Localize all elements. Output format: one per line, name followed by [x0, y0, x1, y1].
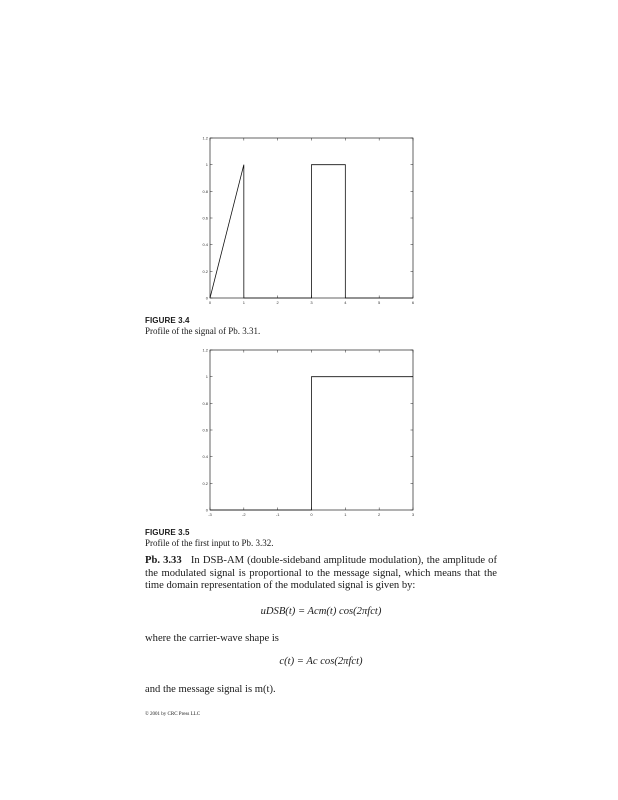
y-tick-label: 1 — [205, 162, 208, 168]
problem-label: Pb. 3.33 — [145, 555, 182, 566]
footer-copyright: © 2001 by CRC Press LLC — [145, 712, 201, 717]
x-tick-label: 3 — [310, 300, 313, 305]
y-tick-label: 0.4 — [202, 242, 208, 248]
x-tick-label: 5 — [378, 300, 381, 305]
figure-3-4-caption-title: FIGURE 3.4 — [145, 316, 190, 325]
x-tick-label: 0 — [208, 300, 212, 305]
y-tick-label: 1.2 — [202, 347, 208, 353]
y-tick-label: 0.8 — [202, 400, 208, 406]
signal-line — [210, 165, 413, 298]
x-tick-label: -1 — [275, 512, 280, 517]
equation-carrier: c(t) = Ac cos(2πfct) — [279, 656, 363, 667]
figure-3-5-caption-text: Profile of the first input to Pb. 3.32. — [145, 538, 274, 548]
figure-3-4-plot — [202, 136, 414, 306]
x-tick-label: 3 — [411, 512, 415, 517]
carrier-intro-text: where the carrier-wave shape is — [145, 633, 279, 644]
x-tick-label: 6 — [411, 300, 415, 305]
message-text: and the message signal is m(t). — [145, 684, 276, 695]
x-tick-label: 1 — [344, 512, 347, 517]
figure-3-5-plot — [202, 348, 414, 518]
x-tick-label: 0 — [310, 512, 313, 517]
problem-paragraph — [145, 555, 497, 593]
x-tick-label: 4 — [344, 300, 347, 305]
x-tick-label: 2 — [378, 512, 381, 517]
y-tick-label: 0.8 — [202, 188, 208, 194]
y-tick-label: 0.2 — [202, 480, 208, 486]
problem-text: In DSB-AM (double-sideband amplitude modulation), the amplitude of the modulated signal is proportional to the message signal, which means that the time domain representation of the modulated signal is given by: — [145, 555, 498, 591]
y-tick-label: 1.2 — [202, 135, 208, 141]
equation-udsb: uDSB(t) = Acm(t) cos(2πfct) — [260, 606, 382, 617]
y-tick-label: 0.4 — [202, 454, 208, 460]
signal-line — [210, 377, 413, 510]
x-tick-label: 2 — [276, 300, 279, 305]
x-tick-label: -2 — [242, 512, 246, 517]
y-tick-label: 0.6 — [202, 215, 208, 221]
figure-3-5-caption-title: FIGURE 3.5 — [145, 528, 190, 537]
y-tick-label: 0.6 — [202, 427, 208, 433]
y-tick-label: 0.2 — [202, 268, 208, 274]
figure-3-4-caption-text: Profile of the signal of Pb. 3.31. — [145, 326, 261, 336]
y-tick-label: 0 — [205, 295, 208, 301]
x-tick-label: 1 — [242, 300, 245, 305]
x-tick-label: -3 — [208, 512, 212, 517]
y-tick-label: 0 — [205, 507, 208, 513]
y-tick-label: 1 — [205, 374, 208, 380]
